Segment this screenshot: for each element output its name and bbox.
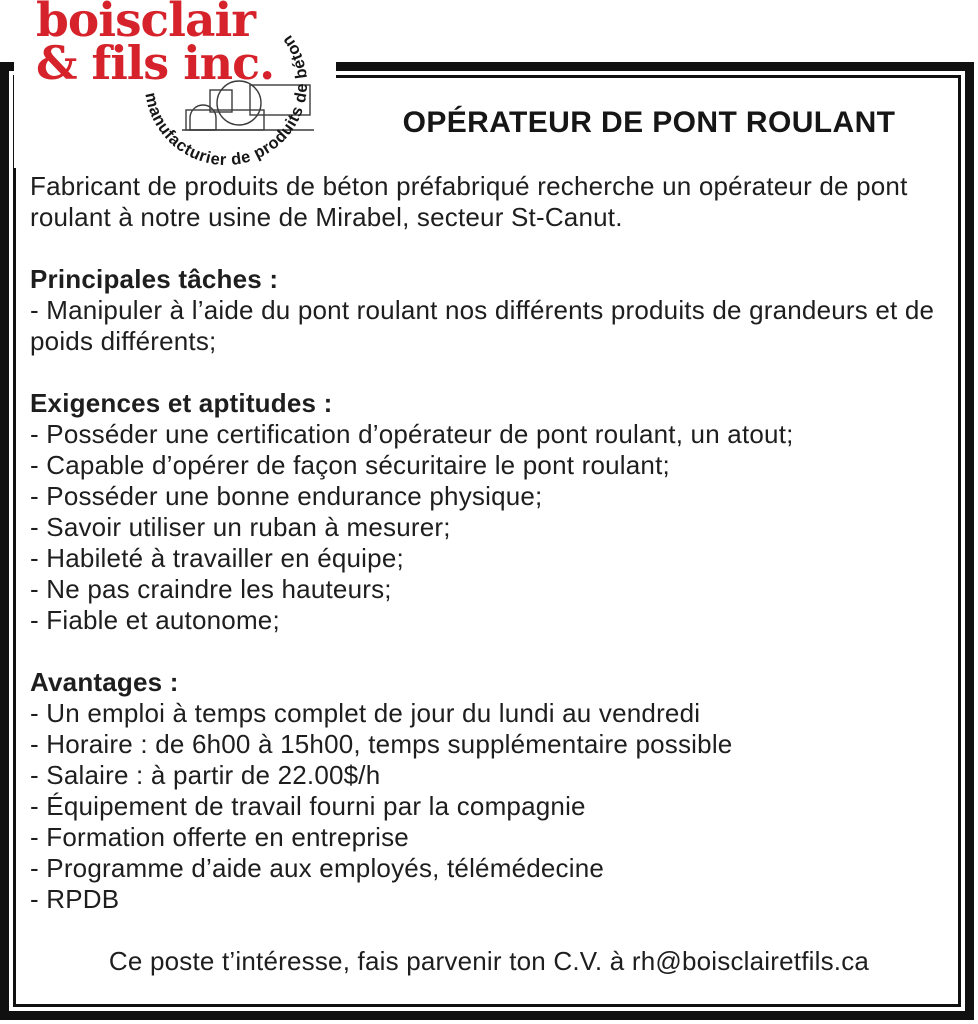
list-item: - Habileté à travailler en équipe; [30,543,404,573]
company-logo [14,0,336,168]
list-item: - Posséder une bonne endurance physique; [30,481,543,511]
section-exigences-aptitudes [30,388,948,636]
list-item: - Posséder une certification d’opérateur de pont roulant, un atout; [30,419,794,449]
intro-paragraph: Fabricant de produits de béton préfabriqué recherche un opérateur de pont roulant à notre usine de Mirabel, secteur St-Canut. [30,171,908,232]
section-avantages [30,667,948,915]
list-item: - Programme d’aide aux employés, télémédecine [30,853,605,883]
section-heading: Exigences et aptitudes : [30,388,333,418]
list-item: - Formation offerte en entreprise [30,822,409,852]
list-item: - Fiable et autonome; [30,605,280,635]
list-item: - Ne pas craindre les hauteurs; [30,574,392,604]
logo-wordmark-line2: & fils inc. [36,36,275,90]
logo-wordmark [36,0,275,90]
list-item: - Équipement de travail fourni par la compagnie [30,791,586,821]
logo-wordmark-line1: boisclair [36,0,256,48]
closing-cta-line: Ce poste t’intéresse, fais parvenir ton C.V. à rh@boisclairetfils.ca [108,946,870,976]
logo-arc-slogan-text: manufacturier de produits de béton [141,31,312,168]
list-item: - RPDB [30,884,120,914]
section-heading: Principales tâches : [30,264,279,294]
job-title: OPÉRATEUR DE PONT ROULANT [402,106,896,139]
section-heading: Avantages : [30,667,179,697]
list-item: - Capable d’opérer de façon sécuritaire le pont roulant; [30,450,670,480]
ad-body [30,171,948,977]
list-item: - Salaire : à partir de 22.00$/h [30,760,381,790]
list-item: - Savoir utiliser un ruban à mesurer; [30,512,451,542]
list-item: - Un emploi à temps complet de jour du lundi au vendredi [30,698,701,728]
list-item: - Horaire : de 6h00 à 15h00, temps supplémentaire possible [30,729,733,759]
section-principales-taches [30,264,948,357]
list-item: - Manipuler à l’aide du pont roulant nos différents produits de grandeurs et de poids différents; [30,295,935,356]
